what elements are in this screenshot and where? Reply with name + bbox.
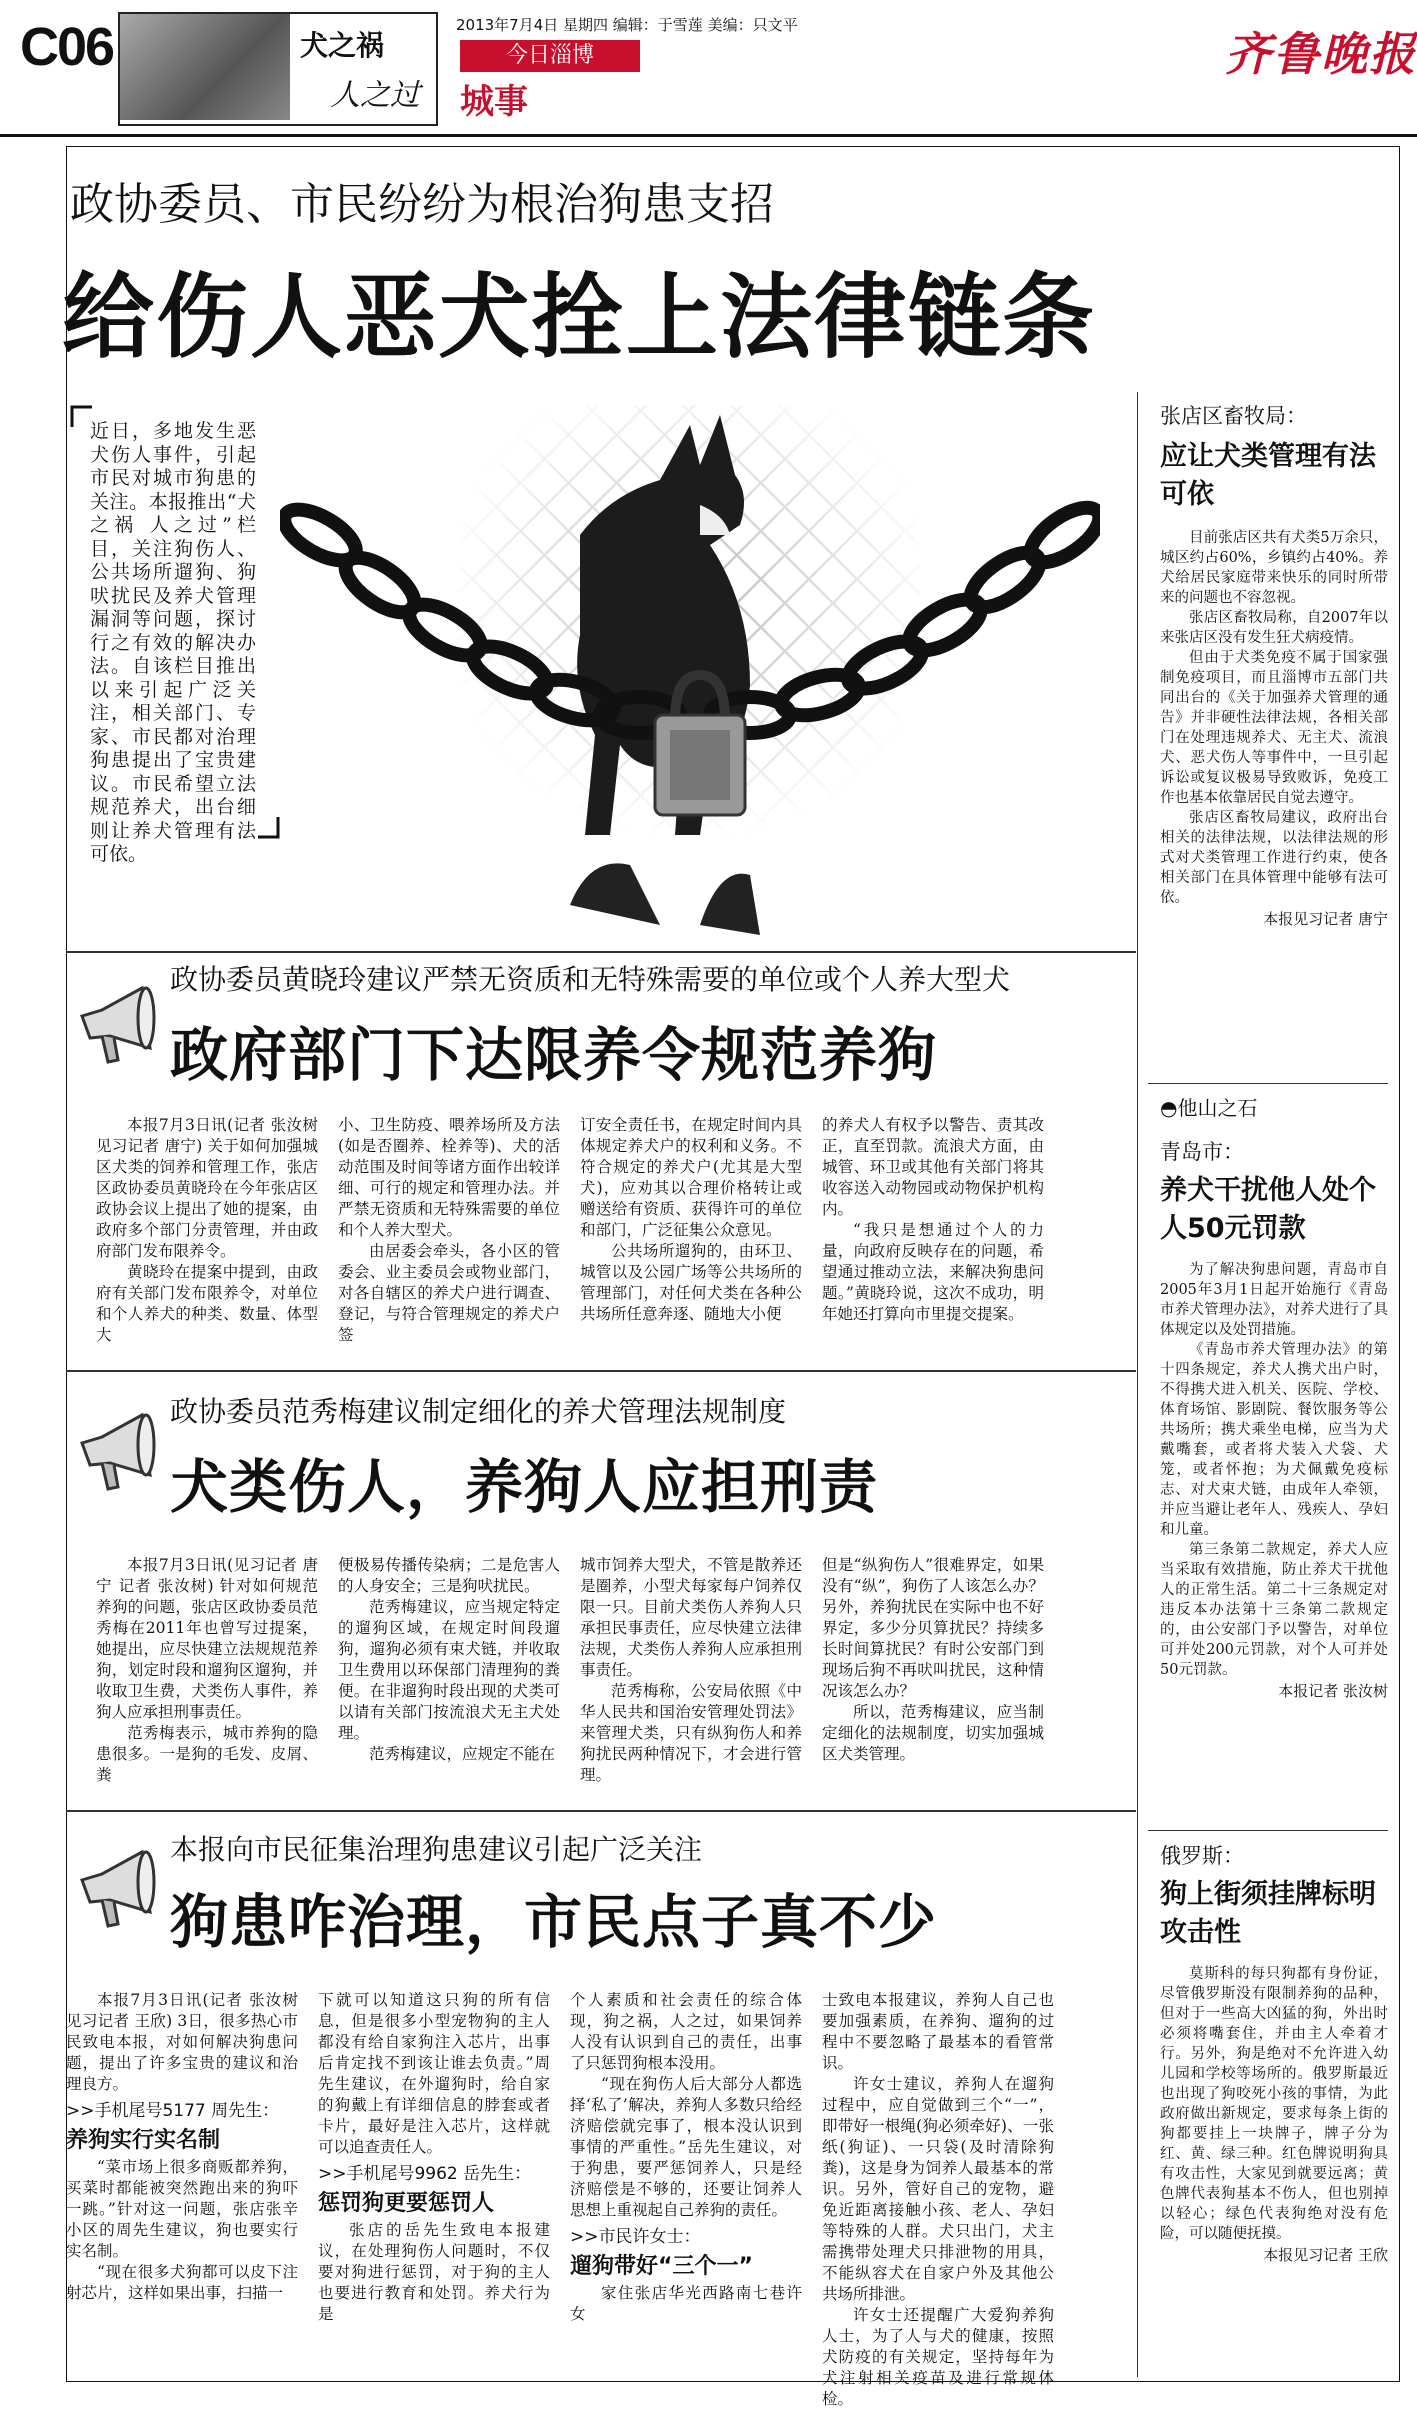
sidebar-source: 张店区畜牧局： <box>1160 404 1307 428</box>
story1-paragraph: 由居委会牵头，各小区的管委会、业主委员会或物业部门，对各自辖区的养犬户进行调查、登记，与符合管理规定的养犬户签 <box>338 1242 560 1344</box>
series-title-line1: 犬之祸 <box>300 29 385 62</box>
story2-paragraph: 范秀梅表示，城市养狗的隐患很多。一是狗的毛发、皮屑、粪 <box>96 1724 318 1784</box>
story2-paragraph: 范秀梅建议，应当规定特定的遛狗区域，在规定时间段遛狗，遛狗必须有束犬链，并收取卫生费用以环保部门清理狗的粪便。在非遛狗时段出现的犬类可以请有关部门按流浪犬无主犬处理。 <box>338 1598 560 1742</box>
lead-kicker: 政协委员、市民纷纷为根治狗患支招 <box>70 179 774 230</box>
story1-paragraph: “我只是想通过个人的力量，向政府反映存在的问题，希望通过推动立法，来解决狗患问题。”黄晓玲说，这次不成功，明年她还打算向市里提交提案。 <box>822 1221 1044 1323</box>
header-rule <box>0 134 1417 137</box>
story3-paragraph: “现在很多犬狗都可以皮下注射芯片，这样如果出事，扫描一 <box>66 2263 298 2302</box>
story1-kicker: 政协委员黄晓玲建议严禁无资质和无特殊需要的单位或个人养大型犬 <box>170 963 1011 996</box>
page-meta: 2013年7月4日 星期四 编辑：于雪莲 美编：只文平 <box>456 16 798 34</box>
story2-body <box>96 1555 1044 1786</box>
story2-paragraph: 所以，范秀梅建议，应当制定细化的法规制度，切实加强城区犬类管理。 <box>822 1703 1044 1763</box>
story3-paragraph: 下就可以知道这只狗的所有信息，但是很多小型宠物狗的主人都没有给自家狗注入芯片，出事后肯定找不到该让谁去负责。”周先生建议，在外遛狗时，给自家的狗戴上有详细信息的脖套或者卡片，最好是注入芯片，这样就可以追查责任人。 <box>318 1991 550 2156</box>
lead-intro: 近日，多地发生恶犬伤人事件，引起市民对城市狗患的关注。本报推出“犬之祸 人之过”栏目，关注狗伤人、公共场所遛狗、狗吠扰民及养犬管理漏洞等问题，探讨行之有效的解决办法。自该栏目推出以来引起广泛关注，相关部门、专家、市民都对治理狗患提出了宝贵建议。市民希望立法规范养犬，出台细则让养犬管理有法可依。 <box>90 420 256 865</box>
megaphone-icon <box>72 1405 162 1495</box>
megaphone-icon <box>72 1842 162 1932</box>
story2-column <box>96 1555 318 1786</box>
sidebar-title: 应让犬类管理有法可依 <box>1160 441 1376 510</box>
sidebar-paragraph: 《青岛市养犬管理办法》的第十四条规定，养犬人携犬出户时，不得携犬进入机关、医院、学校、体育场馆、影剧院、餐饮服务等公共场所；携犬乘坐电梯，应当为犬戴嘴套，或者将犬装入犬袋、犬笼，或者怀抱；为犬佩戴免疫标志、对犬束犬链，由成年人牵领，并应当避让老年人、残疾人、孕妇和儿童。 <box>1160 1342 1388 1538</box>
sidebar-rule <box>1148 1830 1388 1831</box>
story3-column <box>570 1990 802 2410</box>
story3-subhead: 养狗实行实名制 <box>66 2128 221 2153</box>
story3-column <box>318 1990 550 2410</box>
story3-paragraph: 许女士还提醒广大爱狗养狗人士，为了人与犬的健康，按照犬防疫的有关规定，坚持每年为犬注射相关疫苗及进行常规体检。 <box>822 2306 1054 2408</box>
sidebar-title: 养犬干扰他人处个人50元罚款 <box>1160 1175 1376 1244</box>
story2-column <box>822 1555 1044 1786</box>
story1-paragraph: 小、卫生防疫、喂养场所及方法(如是否圈养、栓养等)、犬的活动范围及时间等诸方面作出较详细、可行的规定和管理办法。并严禁无资质和无特殊需要的单位和个人养大型犬。 <box>338 1116 560 1239</box>
story3-paragraph: “现在狗伤人后大部分人都选择‘私了’解决，养狗人多数只给经济赔偿就完事了，根本没认识到事情的严重性。”岳先生建议，对于狗患，要严惩饲养人，只是经济赔偿是不够的，还要让饲养人思想上重视起自己养狗的责任。 <box>570 2075 802 2219</box>
sidebar-divider <box>1137 392 1138 2377</box>
sidebar-body <box>1160 1964 1388 2244</box>
sidebar-rule <box>1148 1083 1388 1084</box>
story2-paragraph: 范秀梅称，公安局依照《中华人民共和国治安管理处罚法》来管理犬类，只有纵狗伤人和养狗扰民两种情况下，才会进行管理。 <box>580 1682 802 1784</box>
story1-column <box>580 1115 802 1346</box>
story1-paragraph: 订安全责任书，在规定时间内具体规定养犬户的权利和义务。不符合规定的养犬户(尤其是大型犬)，应劝其以合理价格转让或赠送给有资质、获得许可的单位和部门，广泛征集公众意见。 <box>580 1116 802 1239</box>
sidebar-stone-text: 他山之石 <box>1177 1096 1258 1120</box>
sidebar-byline: 本报见习记者 唐宁 <box>1263 910 1388 928</box>
story2-column <box>338 1555 560 1786</box>
sidebar-paragraph: 莫斯科的每只狗都有身份证，尽管俄罗斯没有限制养狗的品种，但对于一些高大凶猛的狗，外出时必须将嘴套住，并由主人牵着才行。另外，狗是绝对不允许进入幼儿园和学校等场所的。俄罗斯最近也出现了狗咬死小孩的事情，为此政府做出新规定，要求每条上街的狗都要挂上一块牌子，牌子分为红、黄、绿三种。红色牌说明狗具有攻击性，大家见到就要远离；黄色牌代表狗基本不伤人，但也别掉以轻心；绿色代表狗绝对没有危险，可以随便抚摸。 <box>1160 1966 1388 2242</box>
story2-kicker: 政协委员范秀梅建议制定细化的养犬管理法规制度 <box>170 1395 787 1428</box>
sidebar-byline: 本报记者 张汝树 <box>1278 1682 1388 1700</box>
story3-tip: >>手机尾号9962 岳先生： <box>318 2164 532 2184</box>
story3-paragraph: 本报7月3日讯(记者 张汝树 见习记者 王欣) 3日，很多热心市民致电本报，对如何解决狗患问题，提出了许多宝贵的建议和治理良方。 <box>66 1991 298 2093</box>
story3-paragraph: 个人素质和社会责任的综合体现，狗之祸，人之过，如果饲养人没有认识到自己的责任，出事了只惩罚狗根本没用。 <box>570 1991 802 2072</box>
story1-column <box>96 1115 318 1346</box>
sidebar-paragraph: 张店区畜牧局建议，政府出台相关的法律法规，以法律法规的形式对犬类管理工作进行约束，使各相关部门在具体管理中能够有法可依。 <box>1160 810 1388 906</box>
section-name: 城事 <box>460 82 528 122</box>
story3-body <box>66 1990 1054 2410</box>
sidebar-source: 青岛市： <box>1160 1140 1244 1164</box>
story1-column <box>338 1115 560 1346</box>
sidebar-russia <box>1160 1840 1388 2265</box>
section-rule <box>66 1810 1136 1812</box>
megaphone-icon <box>72 978 162 1068</box>
story2-paragraph: 城市饲养大型犬，不管是散养还是圈养，小型犬每家每户饲养仅限一只。目前犬类伤人养狗人只承担民事责任，应尽快建立法律法规，犬类伤人养狗人应承担刑事责任。 <box>580 1556 802 1679</box>
story3-paragraph: 士致电本报建议，养狗人自己也要加强素质，在养狗、遛狗的过程中不要忽略了最基本的看管常识。 <box>822 1991 1054 2072</box>
sidebar-source: 俄罗斯： <box>1160 1844 1244 1868</box>
story2-column <box>580 1555 802 1786</box>
story3-paragraph: 家住张店华光西路南七巷许女 <box>570 2284 802 2323</box>
story1-headline: 政府部门下达限养令规范养狗 <box>170 1021 938 1089</box>
story3-column <box>822 1990 1054 2410</box>
sidebar-zhangdian <box>1160 400 1388 929</box>
story2-paragraph: 范秀梅建议，应规定不能在 <box>369 1745 556 1763</box>
sidebar-paragraph: 第三条第二款规定，养犬人应当采取有效措施，防止养犬干扰他人的正常生活。第二十三条规定对违反本办法第十三条第二款规定的，由公安部门予以警告，对单位可并处200元罚款，对个人可并处50元罚款。 <box>1160 1542 1388 1678</box>
section-rule <box>66 1370 1136 1372</box>
story3-headline: 狗患咋治理，市民点子真不少 <box>170 1888 938 1956</box>
section-rule <box>66 951 1136 953</box>
chained-dog-illustration <box>280 385 1100 945</box>
sidebar-body <box>1160 528 1388 908</box>
story2-paragraph: 本报7月3日讯(见习记者 唐宁 记者 张汝树) 针对如何规范养狗的问题，张店区政协委员范秀梅在2011年也曾写过提案，她提出，应尽快建立法规规范养狗，划定时段和遛狗区遛狗，并收取卫生费，犬类伤人事件，养狗人应承担刑事责任。 <box>96 1556 318 1721</box>
stone-icon: ◓ <box>1160 1096 1178 1120</box>
quote-corner-icon <box>256 815 280 839</box>
sidebar-title: 狗上街须挂牌标明攻击性 <box>1160 1879 1376 1948</box>
story1-paragraph: 公共场所遛狗的，由环卫、城管以及公园广场等公共场所的管理部门，对任何犬类在各种公共场所任意奔逐、随地大小便 <box>580 1242 802 1323</box>
story3-tip: >>手机尾号5177 周先生： <box>66 2101 280 2121</box>
sidebar-paragraph: 张店区畜牧局称，自2007年以来张店区没有发生狂犬病疫情。 <box>1160 610 1388 646</box>
story3-paragraph: 张店的岳先生致电本报建议，在处理狗伤人问题时，不仅要对狗进行惩罚，对于狗的主人也要进行教育和处罚。养犬行为是 <box>318 2221 550 2323</box>
sidebar-paragraph: 目前张店区共有犬类5万余只，城区约占60%，乡镇约占40%。养犬给居民家庭带来快乐的同时所带来的问题也不容忽视。 <box>1160 530 1388 606</box>
dog-photo-thumbnail <box>120 14 290 120</box>
story3-paragraph: “菜市场上很多商贩都养狗，买菜时都能被突然跑出来的狗吓一跳。”针对这一问题，张店张辛小区的周先生建议，狗也要实行实名制。 <box>66 2158 298 2260</box>
story3-subhead: 遛狗带好“三个一” <box>570 2254 753 2279</box>
series-title-line2: 人之过 <box>330 78 420 113</box>
story1-paragraph: 的养犬人有权予以警告、责其改正，直至罚款。流浪犬方面，由城管、环卫或其他有关部门将其收容送入动物园或动物保护机构内。 <box>822 1116 1044 1218</box>
story3-paragraph: 许女士建议，养狗人在遛狗过程中，应自觉做到三个“一”，即带好一根绳(狗必须牵好)、一张纸(狗证)、一只袋(及时清除狗粪)，这是身为饲养人最基本的常识。另外，管好自己的宠物，避免近距离接触小孩、老人、孕妇等特殊的人群。犬只出门，犬主需携带处理犬只排泄物的用具，不能纵容犬在自家户外及其他公共场所排泄。 <box>822 2075 1054 2303</box>
story3-tip: >>市民许女士： <box>570 2227 701 2247</box>
story2-paragraph: 但是“纵狗伤人”很难界定，如果没有“纵”，狗伤了人该怎么办？另外，养狗扰民在实际中也不好界定，多少分贝算扰民？持续多长时间算扰民？有时公安部门到现场后狗不再吠叫扰民，这种情况该怎么办？ <box>822 1556 1044 1700</box>
story2-headline: 犬类伤人，养狗人应担刑责 <box>170 1453 879 1521</box>
sidebar-stone-label <box>1160 1092 1388 1121</box>
story1-paragraph: 黄晓玲在提案中提到，由政府有关部门发布限养令，对单位和个人养犬的种类、数量、体型大 <box>96 1263 318 1344</box>
story3-column <box>66 1990 298 2410</box>
lead-headline: 给伤人恶犬拴上法律链条 <box>62 264 1097 371</box>
story1-column <box>822 1115 1044 1346</box>
section-tag: 今日淄博 <box>460 40 640 72</box>
story1-paragraph: 本报7月3日讯(记者 张汝树 见习记者 唐宁) 关于如何加强城区犬类的饲养和管理工作，张店区政协委员黄晓玲在今年张店区政协会议上提出了她的提案，由政府多个部门分责管理，并由政府部门发布限养令。 <box>96 1116 318 1260</box>
story3-subhead: 惩罚狗更要惩罚人 <box>318 2191 495 2216</box>
story1-body <box>96 1115 1044 1346</box>
newspaper-brand-logo: 齐鲁晚报 <box>1225 27 1417 81</box>
sidebar-qingdao <box>1160 1136 1388 1701</box>
sidebar-body <box>1160 1260 1388 1680</box>
sidebar-paragraph: 但由于犬类免疫不属于国家强制免疫项目，而且淄博市五部门共同出台的《关于加强养犬管理的通告》并非硬性法律法规，各相关部门在处理违规养犬、无主犬、流浪犬、恶犬伤人等事件中，一旦引起诉讼或复议极易导致败诉，免疫工作也基本依靠居民自觉去遵守。 <box>1160 650 1388 806</box>
sidebar-byline: 本报见习记者 王欣 <box>1263 2246 1388 2264</box>
sidebar-paragraph: 为了解决狗患问题，青岛市自2005年3月1日起开始施行《青岛市养犬管理办法》，对养犬进行了具体规定以及处罚措施。 <box>1160 1262 1388 1338</box>
page-number: C06 <box>20 17 114 77</box>
story3-kicker: 本报向市民征集治理狗患建议引起广泛关注 <box>170 1833 703 1866</box>
story2-paragraph: 便极易传播传染病；二是危害人的人身安全；三是狗吠扰民。 <box>338 1556 560 1595</box>
